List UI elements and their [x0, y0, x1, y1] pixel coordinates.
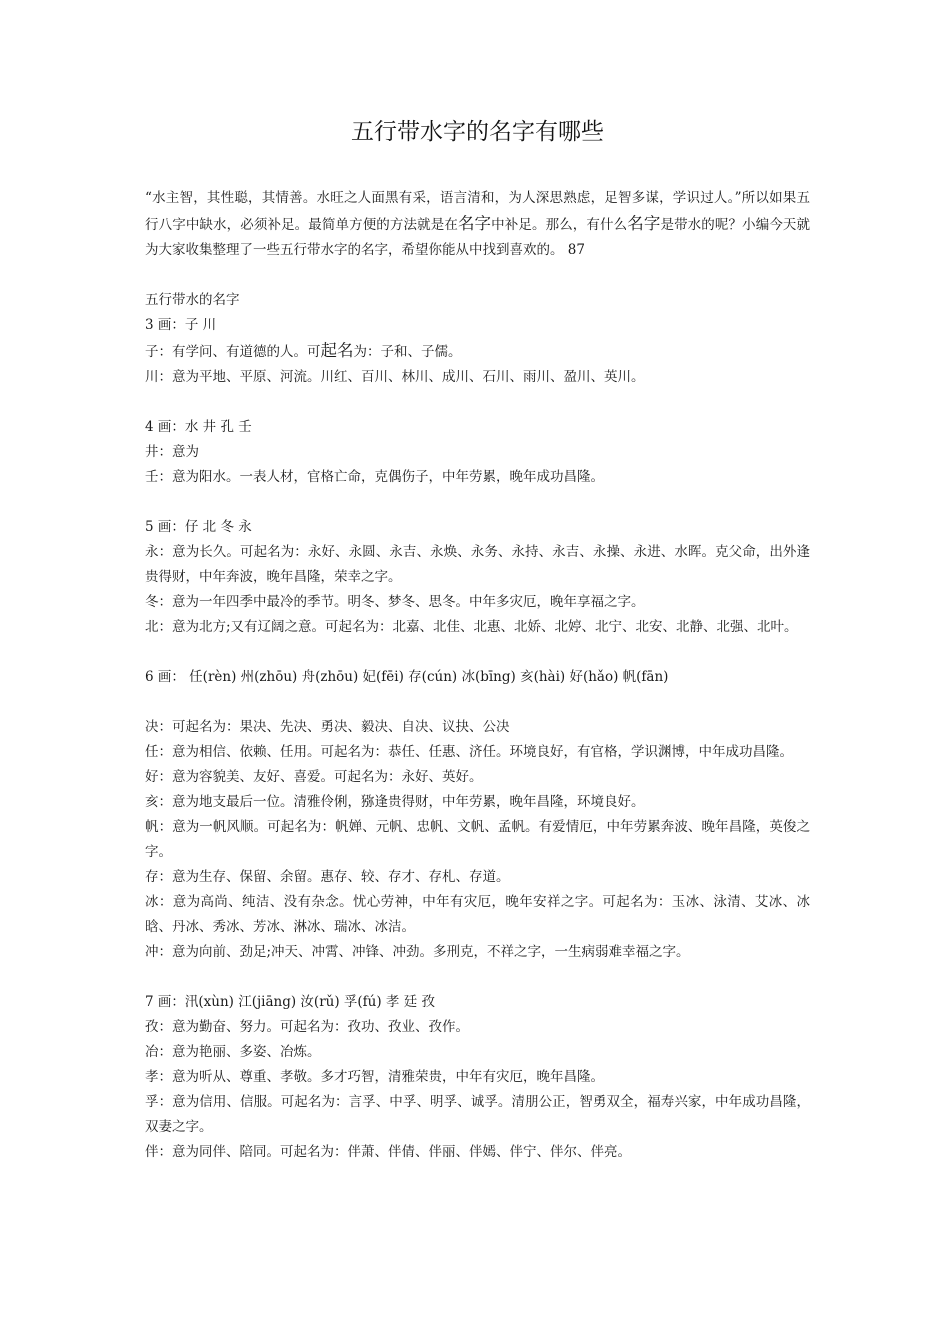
stroke3-header: 3 画：子 川: [145, 317, 217, 333]
intro-text-3: 是带水的呢？小编今天就为大家收集整理了一些五行带水字的名字，希望你能从中找到喜欢的。 87: [145, 217, 811, 258]
intro-paragraph: [145, 186, 810, 263]
entry-ren-6: 任：意为相信、依赖、任用。可起名为：恭任、任惠、济任。环境良好，有官格，学识渊博，中年成功昌隆。: [145, 744, 793, 760]
document-title: 五行带水字的名字有哪些: [351, 119, 604, 145]
intro-text-1: “水主智，其性聪，其情善。水旺之人面黑有采，语言清和，为人深思熟虑，足智多谋，学识过人。”所以如果五行八字中缺水，必须补足。最简单方便的方法就是在: [145, 190, 810, 233]
stroke5-header: 5 画：仔 北 冬 永: [145, 519, 252, 535]
entry-jing: 井：意为: [145, 444, 199, 460]
spacer: [145, 490, 810, 515]
entry-bei: 北：意为北方;又有辽阔之意。可起名为：北嘉、北佳、北惠、北娇、北婷、北宁、北安、北静、北强、北叶。: [145, 619, 798, 635]
entry-xiao: 孝：意为听从、尊重、孝敬。多才巧智，清雅荣贵，中年有灾厄，晚年昌隆。: [145, 1069, 604, 1085]
entry-bing: 冰：意为高尚、纯洁、没有杂念。忧心劳神，中年有灾厄，晚年安祥之字。可起名为：玉冰、泳清、艾冰、冰晗、丹冰、秀冰、芳冰、淋冰、瑞冰、冰洁。: [145, 894, 810, 935]
intro-keyword-1: 名字: [457, 214, 492, 233]
entry-chuan: 川：意为平地、平原、河流。川红、百川、林川、成川、石川、雨川、盈川、英川。: [145, 369, 645, 385]
entry-yong: 永：意为长久。可起名为：永好、永圆、永吉、永焕、永务、永持、永吉、永操、永进、水晖。克父命，出外逢贵得财，中年奔波，晚年昌隆，荣幸之字。: [145, 544, 810, 585]
entry-zi-text-1: 子：有学问、有道德的人。可: [145, 344, 321, 360]
stroke6-header: 6 画： 任(rèn) 州(zhōu) 舟(zhōu) 妃(fēi) 存(cún) 冰(bīng) 亥(hài) 好(hǎo) 帆(fān): [145, 669, 669, 685]
entry-ban: 伴：意为同伴、陪同。可起名为：伴萧、伴倩、伴丽、伴嫣、伴宁、伴尔、伴亮。: [145, 1144, 631, 1160]
entry-chong: 冲：意为向前、劲足;冲天、冲霄、冲锋、冲劲。多刑克，不祥之字，一生病弱难幸福之字。: [145, 944, 690, 960]
entry-jue: 决：可起名为：果决、先决、勇决、毅决、自决、议抉、公决: [145, 719, 510, 735]
intro-text-2: 中补足。那么，有什么: [491, 217, 628, 233]
entry-dong: 冬：意为一年四季中最冷的季节。明冬、梦冬、思冬。中年多灾厄，晚年享福之字。: [145, 594, 645, 610]
entry-ren-4: 壬：意为阳水。一表人材，官格亡命，克偶伤子，中年劳累，晚年成功昌隆。: [145, 469, 604, 485]
spacer: [145, 965, 810, 990]
section-title: 五行带水的名字: [145, 292, 240, 308]
entry-cun: 存：意为生存、保留、余留。惠存、较、存才、存札、存道。: [145, 869, 510, 885]
entry-hao: 好：意为容貌美、友好、喜爱。可起名为：永好、英好。: [145, 769, 483, 785]
entry-hai: 亥：意为地支最后一位。清雅伶俐，猕逢贵得财，中年劳累，晚年昌隆，环境良好。: [145, 794, 645, 810]
spacer: [145, 263, 810, 288]
entry-ye: 冶：意为艳丽、多姿、冶炼。: [145, 1044, 321, 1060]
document-body: [145, 186, 810, 1165]
entry-zi-7: 孜：意为勤奋、努力。可起名为：孜功、孜业、孜作。: [145, 1019, 469, 1035]
entry-zi-text-2: 为：子和、子儒。: [353, 344, 462, 360]
stroke7-header: 7 画：汛(xùn) 江(jiāng) 汝(rǔ) 孚(fú) 孝 廷 孜: [145, 994, 435, 1010]
spacer: [145, 640, 810, 665]
spacer: [145, 690, 810, 715]
intro-keyword-2: 名字: [627, 214, 661, 233]
spacer: [145, 390, 810, 415]
stroke4-header: 4 画：水 井 孔 壬: [145, 419, 252, 435]
entry-fu: 孚：意为信用、信服。可起名为：言孚、中孚、明孚、诚孚。清朋公正，智勇双全，福寿兴家，中年成功昌隆，双妻之字。: [145, 1094, 810, 1135]
entry-fan: 帆：意为一帆风顺。可起名为：帆婵、元帆、忠帆、文帆、孟帆。有爱情厄，中年劳累奔波、晚年昌隆，英俊之字。: [145, 819, 810, 860]
entry-zi: [145, 338, 810, 365]
entry-zi-keyword: 起名: [320, 341, 354, 360]
